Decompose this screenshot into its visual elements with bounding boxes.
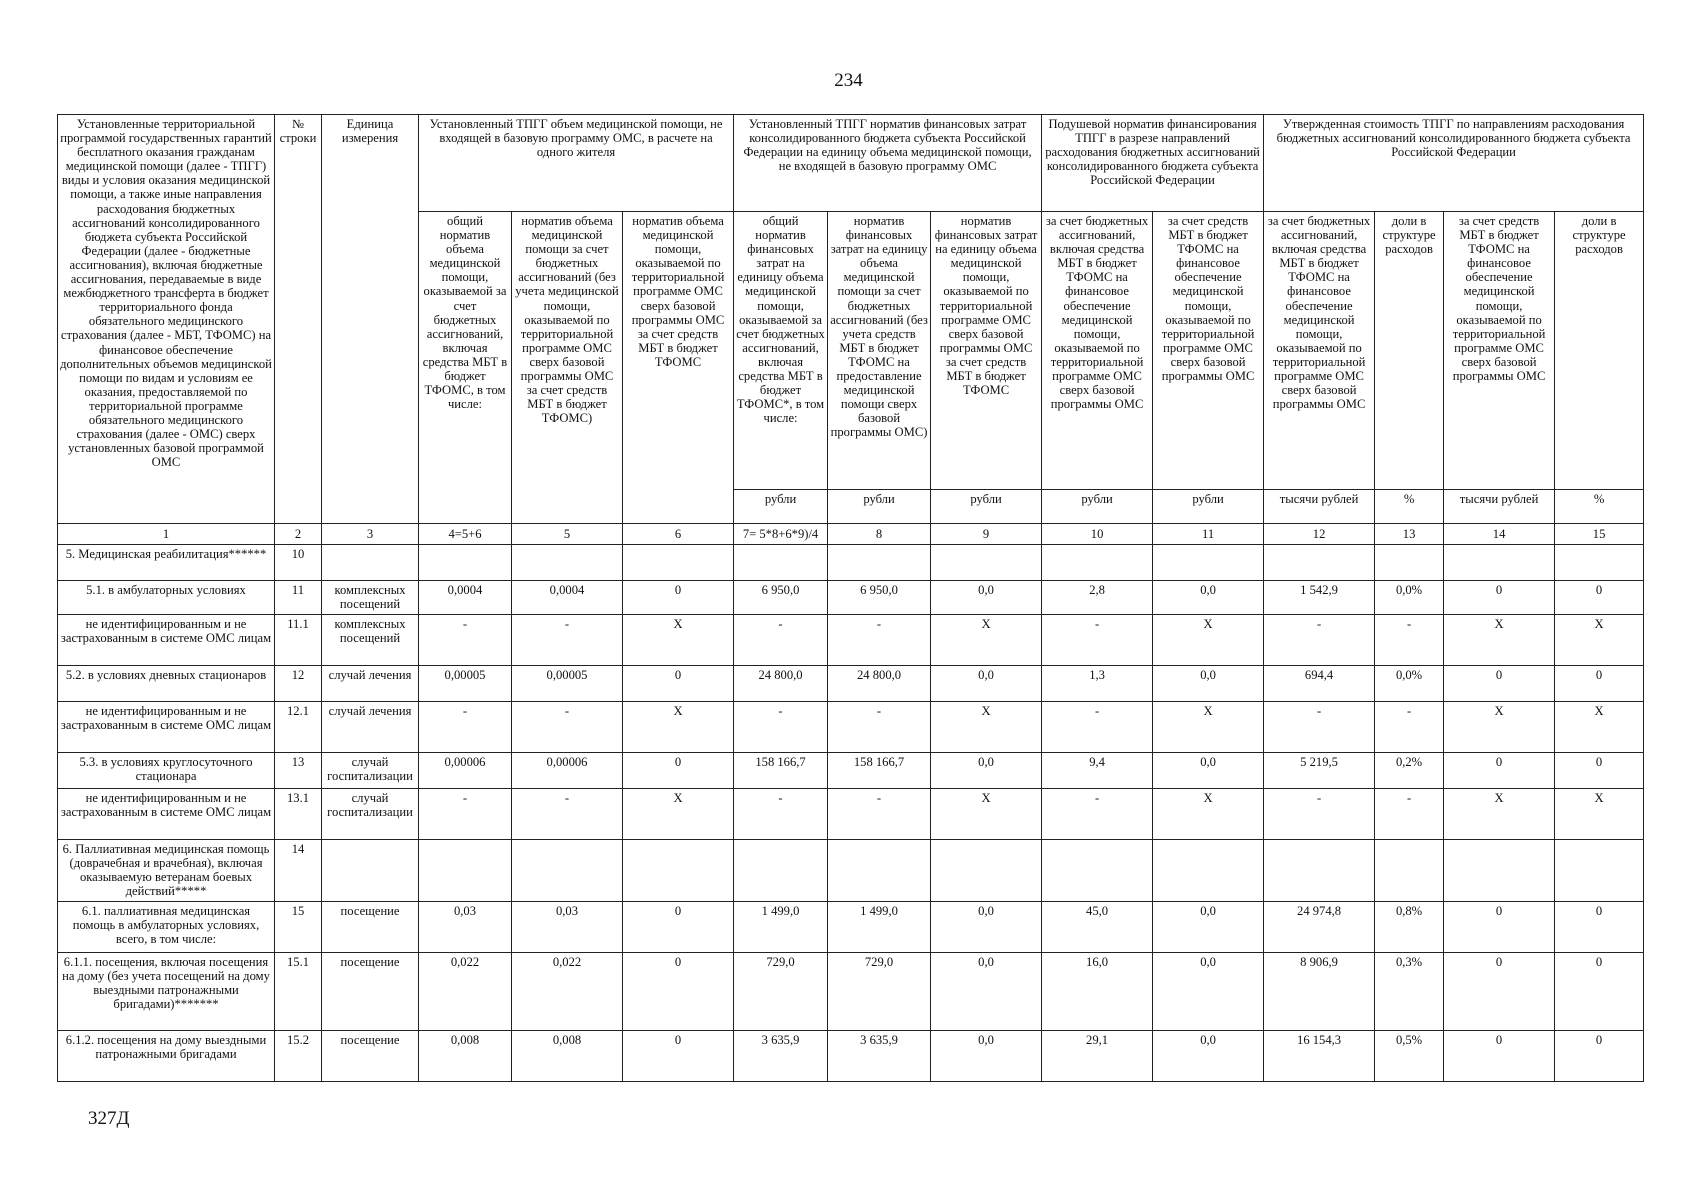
column-number-row xyxy=(58,524,1644,545)
table-cell: случай лечения xyxy=(322,666,419,702)
unit-col-8: рубли xyxy=(828,490,931,524)
table-cell: 0,00006 xyxy=(419,753,512,789)
table-cell xyxy=(512,545,623,581)
table-cell: 0,008 xyxy=(512,1031,623,1082)
table-cell: 0,00005 xyxy=(512,666,623,702)
table-cell: 0,0 xyxy=(1153,1031,1264,1082)
table-cell: 0,0 xyxy=(1153,666,1264,702)
table-cell: 0,8% xyxy=(1375,902,1444,953)
table-cell: - xyxy=(1264,789,1375,840)
row-label-cell: 5. Медицинская реабилитация****** xyxy=(58,545,275,581)
table-cell: посещение xyxy=(322,953,419,1031)
table-cell xyxy=(512,840,623,902)
table-cell xyxy=(1153,545,1264,581)
table-cell: 0,3% xyxy=(1375,953,1444,1031)
column-number-cell: 1 xyxy=(58,524,275,545)
row-label-cell: 6.1. паллиативная медицинская помощь в амбулаторных условиях, всего, в том числе: xyxy=(58,902,275,953)
document-code: 327Д xyxy=(88,1108,130,1129)
table-cell: 0 xyxy=(1555,902,1644,953)
table-cell: 0,0 xyxy=(931,666,1042,702)
table-cell: 729,0 xyxy=(734,953,828,1031)
table-cell: 0 xyxy=(623,1031,734,1082)
table-cell: 0,5% xyxy=(1375,1031,1444,1082)
table-cell: 29,1 xyxy=(1042,1031,1153,1082)
table-cell: - xyxy=(1375,702,1444,753)
header-sub-7: общий норматив финансовых затрат на единицу объема медицинской помощи, оказываемой за счет бюджетных ассигнований, включая средства МБТ в бюджет ТФОМС*, в том числе: xyxy=(734,212,828,490)
table-cell: 24 800,0 xyxy=(734,666,828,702)
unit-col-13: % xyxy=(1375,490,1444,524)
table-cell xyxy=(322,840,419,902)
column-number-cell: 4=5+6 xyxy=(419,524,512,545)
table-cell: 6 950,0 xyxy=(734,581,828,615)
table-cell: 0,0 xyxy=(931,581,1042,615)
table-cell: 45,0 xyxy=(1042,902,1153,953)
table-cell: 0 xyxy=(1444,753,1555,789)
table-cell: 0,0004 xyxy=(419,581,512,615)
table-cell: 3 635,9 xyxy=(828,1031,931,1082)
header-col-3: Единица измерения xyxy=(322,115,419,524)
row-label-cell: не идентифицированным и не застрахованным в системе ОМС лицам xyxy=(58,615,275,666)
header-col-2: № строки xyxy=(275,115,322,524)
header-sub-10: за счет бюджетных ассигнований, включая средства МБТ в бюджет ТФОМС на финансовое обеспечение медицинской помощи, оказываемой по территориальной программе ОМС сверх базовой программы ОМС xyxy=(1042,212,1153,490)
unit-col-7: рубли xyxy=(734,490,828,524)
table-cell: 0,0 xyxy=(1153,953,1264,1031)
table-cell: 0,03 xyxy=(512,902,623,953)
column-number-cell: 12 xyxy=(1264,524,1375,545)
table-cell: 0,00006 xyxy=(512,753,623,789)
table-cell xyxy=(623,545,734,581)
row-label-cell: 5.3. в условиях круглосуточного стационара xyxy=(58,753,275,789)
table-cell xyxy=(419,545,512,581)
table-cell: 0 xyxy=(1444,1031,1555,1082)
column-number-cell: 9 xyxy=(931,524,1042,545)
row-label-cell: 6.1.1. посещения, включая посещения на дому (без учета посещений на дому выездными патронажными бригадами)******* xyxy=(58,953,275,1031)
table-cell: 1 542,9 xyxy=(1264,581,1375,615)
table-row xyxy=(58,545,1644,581)
table-cell: 0,00005 xyxy=(419,666,512,702)
table-cell: X xyxy=(931,615,1042,666)
table-cell: 0 xyxy=(1555,753,1644,789)
row-label-cell: 6. Паллиативная медицинская помощь (доврачебная и врачебная), включая оказываемую ветеранам боевых действий***** xyxy=(58,840,275,902)
table-cell: 0,0 xyxy=(931,902,1042,953)
table-cell xyxy=(1042,840,1153,902)
table-cell: 15.2 xyxy=(275,1031,322,1082)
table-cell: 9,4 xyxy=(1042,753,1153,789)
header-sub-11: за счет средств МБТ в бюджет ТФОМС на финансовое обеспечение медицинской помощи, оказываемой по территориальной программе ОМС сверх базовой программы ОМС xyxy=(1153,212,1264,490)
table-cell xyxy=(1555,840,1644,902)
column-number-cell: 6 xyxy=(623,524,734,545)
table-cell: 0,0% xyxy=(1375,666,1444,702)
table-cell: 0,008 xyxy=(419,1031,512,1082)
table-cell: - xyxy=(1042,702,1153,753)
column-number-cell: 2 xyxy=(275,524,322,545)
table-cell xyxy=(419,840,512,902)
table-cell: - xyxy=(1375,615,1444,666)
table-row xyxy=(58,666,1644,702)
table-cell: X xyxy=(931,702,1042,753)
table-cell: 0,0 xyxy=(1153,902,1264,953)
table-cell: X xyxy=(623,615,734,666)
table-cell xyxy=(1375,840,1444,902)
table-cell: 14 xyxy=(275,840,322,902)
table-cell xyxy=(1042,545,1153,581)
table-cell: случай лечения xyxy=(322,702,419,753)
header-row-groups xyxy=(58,115,1644,212)
table-cell: 0,0 xyxy=(931,953,1042,1031)
unit-col-14: тысячи рублей xyxy=(1444,490,1555,524)
table-cell: 0 xyxy=(623,953,734,1031)
table-cell: 0 xyxy=(1555,581,1644,615)
table-cell: 2,8 xyxy=(1042,581,1153,615)
financing-table xyxy=(57,114,1644,1082)
column-number-cell: 11 xyxy=(1153,524,1264,545)
table-cell: - xyxy=(512,615,623,666)
table-cell: 0,022 xyxy=(512,953,623,1031)
table-row xyxy=(58,581,1644,615)
row-label-cell: не идентифицированным и не застрахованным в системе ОМС лицам xyxy=(58,789,275,840)
table-cell: 12 xyxy=(275,666,322,702)
header-sub-5: норматив объема медицинской помощи за счет бюджетных ассигнований (без учета медицинской помощи, оказываемой по территориальной программе ОМС сверх базовой программы ОМС за счет средств МБТ в бюджет ТФОМС) xyxy=(512,212,623,524)
table-cell: X xyxy=(1153,615,1264,666)
table-cell xyxy=(1264,545,1375,581)
table-cell: X xyxy=(931,789,1042,840)
header-group-per-capita: Подушевой норматив финансирования ТПГГ в разрезе направлений расходования бюджетных ассигнований консолидированного бюджета субъекта Российской Федерации xyxy=(1042,115,1264,212)
header-group-volume: Установленный ТПГГ объем медицинской помощи, не входящей в базовую программу ОМС, в расчете на одного жителя xyxy=(419,115,734,212)
column-number-cell: 13 xyxy=(1375,524,1444,545)
column-number-cell: 10 xyxy=(1042,524,1153,545)
table-cell: 0 xyxy=(1444,581,1555,615)
table-cell: 5 219,5 xyxy=(1264,753,1375,789)
header-group-cost: Установленный ТПГГ норматив финансовых затрат консолидированного бюджета субъекта Российской Федерации на единицу объема медицинской помощи, не входящей в базовую программу ОМС xyxy=(734,115,1042,212)
header-sub-12: за счет бюджетных ассигнований, включая средства МБТ в бюджет ТФОМС на финансовое обеспечение медицинской помощи, оказываемой по территориальной программе ОМС сверх базовой программы ОМС xyxy=(1264,212,1375,490)
table-cell: 24 800,0 xyxy=(828,666,931,702)
table-cell xyxy=(623,840,734,902)
table-cell: 10 xyxy=(275,545,322,581)
table-cell: 0 xyxy=(1555,666,1644,702)
column-number-cell: 7= 5*8+6*9)/4 xyxy=(734,524,828,545)
header-sub-14: за счет средств МБТ в бюджет ТФОМС на финансовое обеспечение медицинской помощи, оказываемой по территориальной программе ОМС сверх базовой программы ОМС xyxy=(1444,212,1555,490)
table-cell xyxy=(931,545,1042,581)
header-sub-13: доли в структуре расходов xyxy=(1375,212,1444,490)
row-label-cell: не идентифицированным и не застрахованным в системе ОМС лицам xyxy=(58,702,275,753)
table-cell: X xyxy=(1153,702,1264,753)
table-cell: - xyxy=(1264,702,1375,753)
table-cell: - xyxy=(1042,789,1153,840)
table-cell: 0 xyxy=(623,581,734,615)
table-cell: 0 xyxy=(623,666,734,702)
table-cell: 15 xyxy=(275,902,322,953)
table-cell: - xyxy=(734,615,828,666)
table-cell: 0 xyxy=(1555,1031,1644,1082)
table-cell: - xyxy=(828,615,931,666)
table-cell: - xyxy=(512,702,623,753)
table-cell: X xyxy=(1444,615,1555,666)
header-sub-15: доли в структуре расходов xyxy=(1555,212,1644,490)
table-cell: 16 154,3 xyxy=(1264,1031,1375,1082)
table-cell: 13 xyxy=(275,753,322,789)
table-cell: 0,03 xyxy=(419,902,512,953)
table-cell: 6 950,0 xyxy=(828,581,931,615)
unit-col-9: рубли xyxy=(931,490,1042,524)
table-cell: 0 xyxy=(1444,666,1555,702)
table-cell xyxy=(828,840,931,902)
table-cell: - xyxy=(1264,615,1375,666)
table-row xyxy=(58,753,1644,789)
table-cell xyxy=(1153,840,1264,902)
table-cell: 8 906,9 xyxy=(1264,953,1375,1031)
table-cell: 0,0 xyxy=(1153,753,1264,789)
table-cell: - xyxy=(1375,789,1444,840)
table-row xyxy=(58,615,1644,666)
column-number-cell: 3 xyxy=(322,524,419,545)
table-cell: 158 166,7 xyxy=(734,753,828,789)
table-cell: 1 499,0 xyxy=(734,902,828,953)
row-label-cell: 5.1. в амбулаторных условиях xyxy=(58,581,275,615)
table-cell xyxy=(734,840,828,902)
table-cell: 729,0 xyxy=(828,953,931,1031)
table-cell: 11.1 xyxy=(275,615,322,666)
table-cell: случай госпитализации xyxy=(322,753,419,789)
table-cell: случай госпитализации xyxy=(322,789,419,840)
table-cell xyxy=(1264,840,1375,902)
header-sub-4: общий норматив объема медицинской помощи, оказываемой за счет бюджетных ассигнований, включая средства МБТ в бюджет ТФОМС, в том числе: xyxy=(419,212,512,524)
table-cell: - xyxy=(419,789,512,840)
table-row xyxy=(58,702,1644,753)
table-row xyxy=(58,1031,1644,1082)
table-row xyxy=(58,840,1644,902)
column-number-cell: 8 xyxy=(828,524,931,545)
unit-col-11: рубли xyxy=(1153,490,1264,524)
table-cell: 0,0004 xyxy=(512,581,623,615)
column-number-cell: 15 xyxy=(1555,524,1644,545)
page-number: 234 xyxy=(834,70,863,91)
table-cell: 12.1 xyxy=(275,702,322,753)
table-cell: 694,4 xyxy=(1264,666,1375,702)
table-cell: 0,2% xyxy=(1375,753,1444,789)
table-cell: X xyxy=(1444,789,1555,840)
table-cell: X xyxy=(1555,789,1644,840)
table-cell: X xyxy=(1555,615,1644,666)
table-cell: 13.1 xyxy=(275,789,322,840)
table-row xyxy=(58,789,1644,840)
table-cell: X xyxy=(1444,702,1555,753)
table-row xyxy=(58,953,1644,1031)
table-cell: 16,0 xyxy=(1042,953,1153,1031)
table-cell: - xyxy=(734,702,828,753)
table-cell: 0,0% xyxy=(1375,581,1444,615)
table-cell xyxy=(1375,545,1444,581)
header-sub-6: норматив объема медицинской помощи, оказываемой по территориальной программе ОМС сверх базовой программы ОМС за счет средств МБТ в бюджет ТФОМС xyxy=(623,212,734,524)
table-cell: 3 635,9 xyxy=(734,1031,828,1082)
table-row xyxy=(58,902,1644,953)
table-cell: - xyxy=(419,615,512,666)
unit-col-15: % xyxy=(1555,490,1644,524)
table-cell: - xyxy=(1042,615,1153,666)
table-cell: 0,0 xyxy=(931,1031,1042,1082)
table-cell: 0 xyxy=(1555,953,1644,1031)
row-label-cell: 6.1.2. посещения на дому выездными патронажными бригадами xyxy=(58,1031,275,1082)
table-cell: - xyxy=(512,789,623,840)
unit-col-12: тысячи рублей xyxy=(1264,490,1375,524)
table-cell: 1 499,0 xyxy=(828,902,931,953)
table-cell xyxy=(828,545,931,581)
table-cell: - xyxy=(828,789,931,840)
table-cell: посещение xyxy=(322,1031,419,1082)
table-cell xyxy=(1444,545,1555,581)
header-sub-9: норматив финансовых затрат на единицу объема медицинской помощи, оказываемой по территориальной программе ОМС сверх базовой программы ОМС за счет средств МБТ в бюджет ТФОМС xyxy=(931,212,1042,490)
table-cell: X xyxy=(1555,702,1644,753)
header-sub-8: норматив финансовых затрат на единицу объема медицинской помощи за счет бюджетных ассигнований (без учета средств МБТ в бюджет ТФОМС на предоставление медицинской помощи сверх базовой программы ОМС) xyxy=(828,212,931,490)
table-cell: X xyxy=(623,702,734,753)
table-cell: 0,0 xyxy=(1153,581,1264,615)
unit-col-10: рубли xyxy=(1042,490,1153,524)
header-col-1: Установленные территориальной программой государственных гарантий бесплатного оказания гражданам медицинской помощи (далее - ТПГГ) виды и условия оказания медицинской помощи, а также иные направления расходования бюджетных ассигнований консолидированного бюджета субъекта Российской Федерации (далее - бюджетные ассигнования), включая бюджетные ассигнования, передаваемые в виде межбюджетного трансферта в бюджет территориального фонда обязательного медицинского страхования (далее - МБТ, ТФОМС) на финансовое обеспечение дополнительных объемов медицинской помощи по видам и условиям ее оказания, предоставляемой по территориальной программе обязательного медицинского страхования (далее - ОМС) сверх установленных базовой программой ОМС xyxy=(58,115,275,524)
table-cell: 11 xyxy=(275,581,322,615)
table-cell: 15.1 xyxy=(275,953,322,1031)
table-cell xyxy=(734,545,828,581)
table-cell: X xyxy=(623,789,734,840)
table-cell: X xyxy=(1153,789,1264,840)
table-cell: - xyxy=(419,702,512,753)
table-cell: 24 974,8 xyxy=(1264,902,1375,953)
table-cell: посещение xyxy=(322,902,419,953)
column-number-cell: 14 xyxy=(1444,524,1555,545)
table-cell xyxy=(322,545,419,581)
table-cell xyxy=(1444,840,1555,902)
table-cell: 0 xyxy=(623,902,734,953)
row-label-cell: 5.2. в условиях дневных стационаров xyxy=(58,666,275,702)
header-group-approved: Утвержденная стоимость ТПГГ по направлениям расходования бюджетных ассигнований консолидированного бюджета субъекта Российской Федерации xyxy=(1264,115,1644,212)
table-cell: комплексных посещений xyxy=(322,581,419,615)
table-cell: 0,022 xyxy=(419,953,512,1031)
table-cell xyxy=(1555,545,1644,581)
table-cell: 1,3 xyxy=(1042,666,1153,702)
table-cell: - xyxy=(828,702,931,753)
table-cell: 0 xyxy=(623,753,734,789)
table-cell: 0 xyxy=(1444,953,1555,1031)
table-cell: 0,0 xyxy=(931,753,1042,789)
table-cell: - xyxy=(734,789,828,840)
table-cell xyxy=(931,840,1042,902)
table-cell: 0 xyxy=(1444,902,1555,953)
table-cell: 158 166,7 xyxy=(828,753,931,789)
table-cell: комплексных посещений xyxy=(322,615,419,666)
column-number-cell: 5 xyxy=(512,524,623,545)
